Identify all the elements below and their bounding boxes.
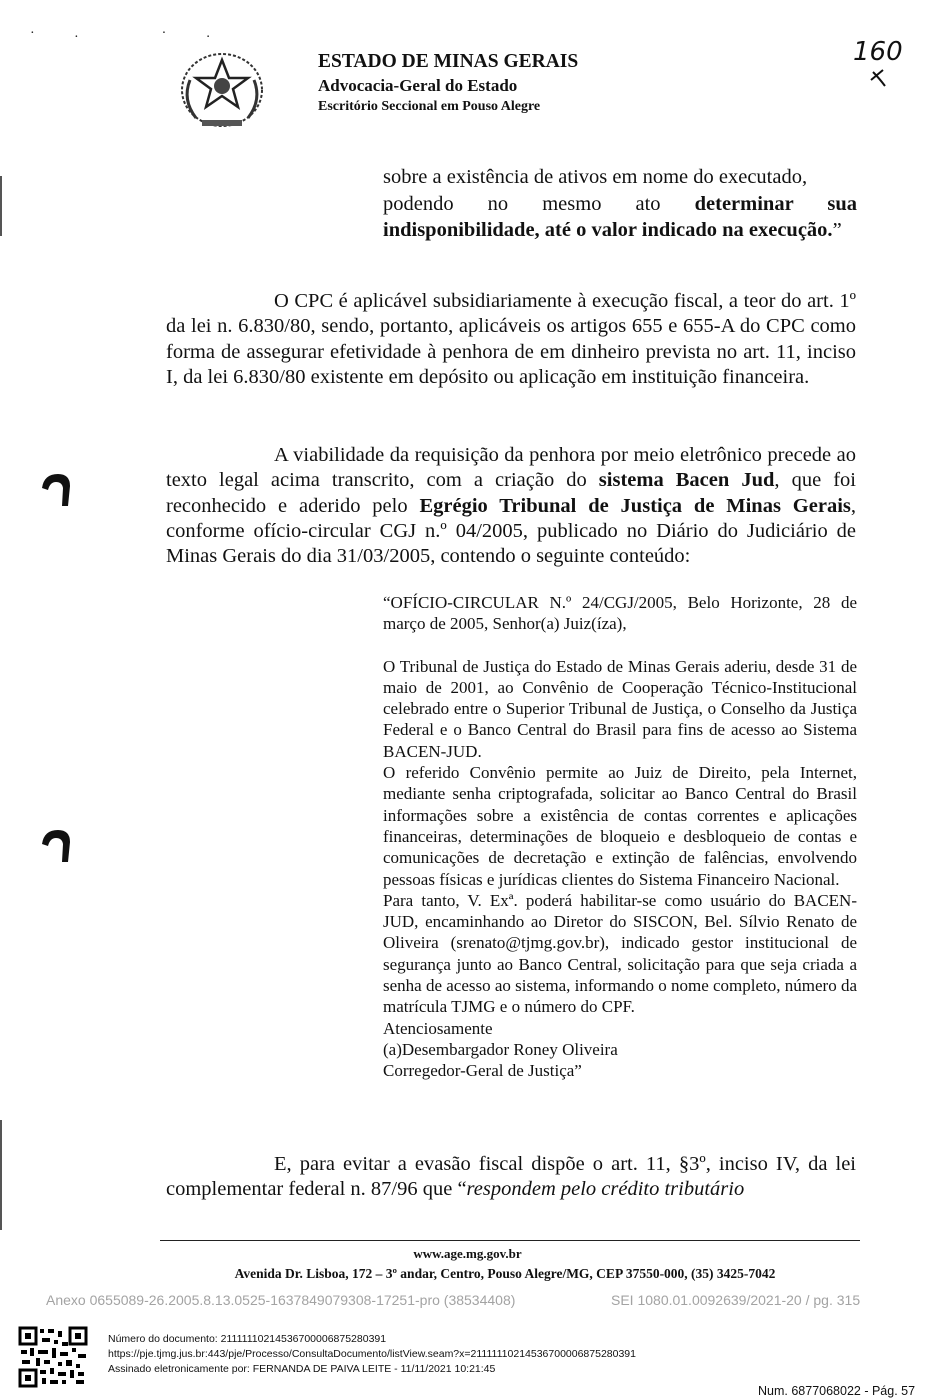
scan-edge-line xyxy=(0,176,2,236)
oficio-role: Corregedor-Geral de Justiça” xyxy=(383,1061,582,1081)
paragraph-bacen: A viabilidade da requisição da penhora por meio eletrônico precede ao texto legal acima transcrito, com a criação do sistema Bacen Jud, que foi reconhecido e aderido pelo Egrégio Tribunal de Justiça de Minas Gerais, conforme ofício-circular CGJ n.º 04/2005, publicado no Diário do Judiciário de Minas Gerais do dia 31/03/2005, contendo o seguinte conteúdo: xyxy=(166,444,856,568)
annex-stamp: Anexo 0655089-26.2005.8.13.0525-1637849079308-17251-pro (38534408) xyxy=(46,1292,516,1308)
document-url[interactable]: https://pje.tjmg.jus.br:443/pje/Processo/ConsultaDocumento/listView.seam?x=21111110214536700006875280391 xyxy=(108,1348,636,1360)
oficio-paragraph: O referido Convênio permite ao Juiz de Direito, pela Internet, mediante senha criptografada, solicitar ao Banco Central do Brasil informações sobre a existência de contas correntes e aplicações financeiras, determinações de bloqueio e desbloqueio de contas e comunicações de decretação e extinção de falências, envolvendo pessoas físicas e jurídicas clientes do Sistema Financeiro Nacional. xyxy=(383,763,857,889)
footer-rule xyxy=(160,1240,860,1241)
oficio-paragraph: Para tanto, V. Exª. poderá habilitar-se como usuário do BACEN-JUD, encaminhando ao Diretor do SISCON, Bel. Sílvio Renato de Oliveira (srenato@tjmg.gov.br), indicado gestor institucional de segurança junto ao Banco Central, solicitação para que seja criada a senha de acesso ao sistema, informando o nome completo, número da matrícula TJMG e o número do CPF. xyxy=(383,890,857,1017)
sei-stamp: SEI 1080.01.0092639/2021-20 / pg. 315 xyxy=(611,1292,861,1308)
svg-text:160: 160 xyxy=(853,37,903,67)
handwritten-page-number xyxy=(849,32,909,94)
oficio-closing: Atenciosamente xyxy=(383,1018,493,1038)
header-office: Escritório Seccional em Pouso Alegre xyxy=(318,99,541,114)
footer-address: Avenida Dr. Lisboa, 172 – 3º andar, Centro, Pouso Alegre/MG, CEP 37550-000, (35) 3425-7042 xyxy=(234,1266,776,1281)
scan-specks: ·. ·. xyxy=(30,26,250,41)
document-number: Número do documento: 21111110214536700006875280391 xyxy=(108,1333,387,1345)
signature-info: Assinado eletronicamente por: FERNANDA DE PAIVA LEITE - 11/11/2021 10:21:45 xyxy=(108,1363,496,1375)
footer-site[interactable]: www.age.mg.gov.br xyxy=(413,1246,522,1261)
header-agency: Advocacia-Geral do Estado xyxy=(318,76,518,95)
oficio-title: “OFÍCIO-CIRCULAR N.º 24/CGJ/2005, Belo Horizonte, 28 de março de 2005, Senhor(a) Juiz(íza), xyxy=(383,593,857,634)
header-state: ESTADO DE MINAS GERAIS xyxy=(318,51,579,72)
hole-punch-mark xyxy=(38,470,74,510)
oficio-signer: (a)Desembargador Roney Oliveira xyxy=(383,1039,618,1059)
document-page-number: Num. 6877068022 - Pág. 57 xyxy=(758,1384,916,1398)
quote-end: sobre a existência de ativos em nome do executado, podendo no mesmo ato determinar sua indisponibilidade, até o valor indicado na execução.” xyxy=(383,166,857,241)
paragraph-lc87: E, para evitar a evasão fiscal dispõe o art. 11, §3º, inciso IV, da lei complementar federal n. 87/96 que “respondem pelo crédito tributário xyxy=(166,1153,856,1201)
qr-code-icon xyxy=(18,1326,88,1388)
paragraph-cpc: O CPC é aplicável subsidiariamente à execução fiscal, a teor do art. 1º da lei n. 6.830/80, sendo, portanto, aplicáveis os artigos 655 e 655-A do CPC como forma de assegurar efetividade à penhora de em dinheiro prevista no art. 11, inciso I, da lei 6.830/80 existente em depósito ou aplicação em instituição financeira. xyxy=(166,290,856,388)
oficio-paragraph: O Tribunal de Justiça do Estado de Minas Gerais aderiu, desde 31 de maio de 2001, ao Convênio de Cooperação Técnico-Institucional celebrado entre o Superior Tribunal de Justiça, o Conselho da Justiça Federal e o Banco Central do Brasil para fins de acesso ao Sistema BACEN-JUD. xyxy=(383,656,857,761)
coat-of-arms-icon xyxy=(176,50,268,134)
hole-punch-mark xyxy=(38,826,74,866)
oficio-circular xyxy=(383,592,857,1082)
scan-edge-line xyxy=(0,1120,2,1230)
